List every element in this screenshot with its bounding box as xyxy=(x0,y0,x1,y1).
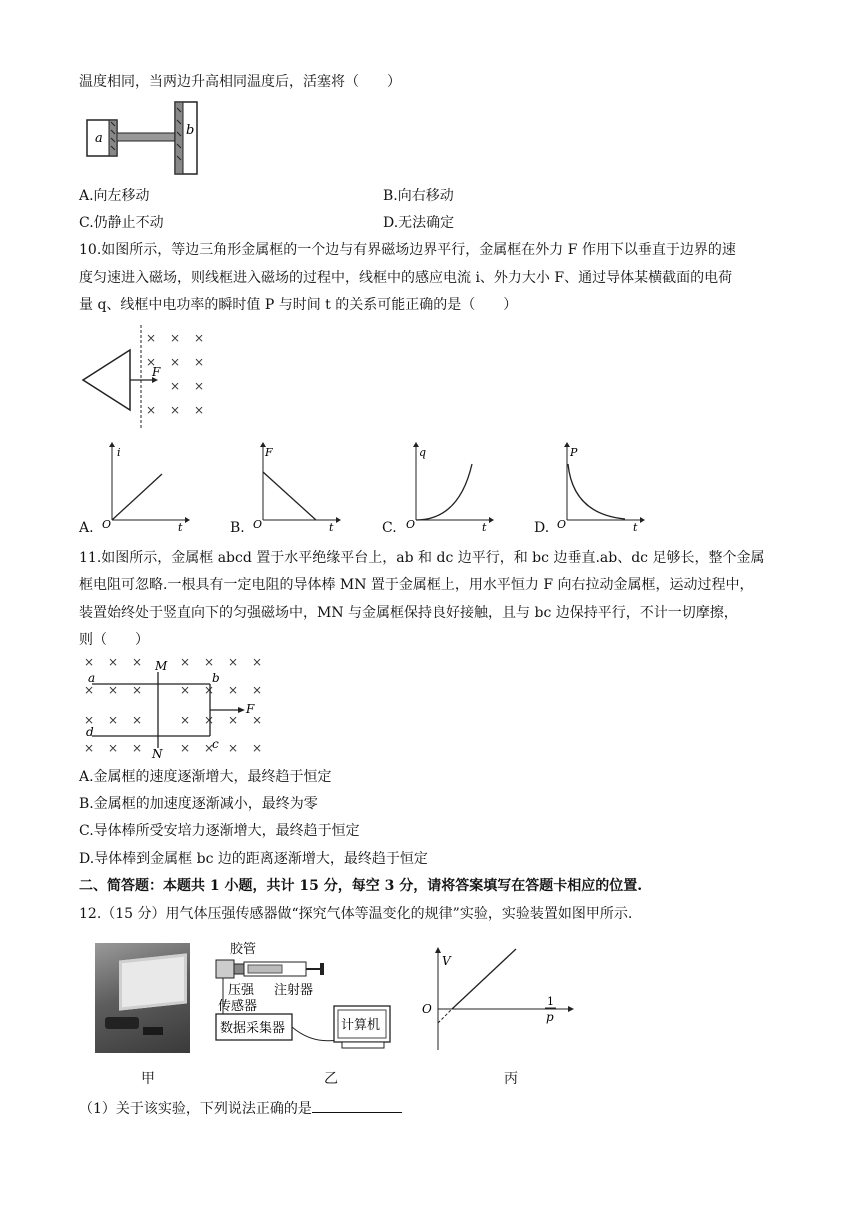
field-cross-mark: × xyxy=(84,683,95,697)
field-cross-mark: × xyxy=(132,683,143,697)
field-cross-mark: × xyxy=(108,741,119,755)
svg-text:t: t xyxy=(329,521,334,532)
svg-text:×: × xyxy=(170,355,181,369)
field-cross-mark: × xyxy=(228,713,239,727)
q12-figure-schematic xyxy=(212,940,402,1058)
q11-option-c: C.导体棒所受安培力逐渐增大，最终趋于恒定 xyxy=(79,823,360,839)
field-cross-mark: × xyxy=(228,655,239,669)
svg-text:×: × xyxy=(194,355,205,369)
q11-label-c: c xyxy=(212,737,219,751)
field-cross-mark: × xyxy=(204,655,215,669)
q12-label-collector: 数据采集器 xyxy=(220,1021,286,1036)
field-cross-mark: × xyxy=(252,713,263,727)
q9-figure xyxy=(82,98,202,180)
svg-text:×: × xyxy=(146,331,157,345)
field-cross-mark: × xyxy=(204,741,215,755)
field-cross-mark: × xyxy=(180,655,191,669)
q12-label-sensor-2: 传感器 xyxy=(218,999,258,1014)
svg-text:×: × xyxy=(146,355,157,369)
q11-option-b: B.金属框的加速度逐渐减小，最终为零 xyxy=(79,796,318,812)
q10-stem-line-1: 10.如图所示，等边三角形金属框的一个边与有界磁场边界平行，金属框在外力 F 作用下以垂直于边界的速 xyxy=(79,242,736,258)
svg-text:O: O xyxy=(557,518,567,531)
svg-text:t: t xyxy=(482,521,487,532)
field-cross-mark: × xyxy=(132,713,143,727)
q11-label-d: d xyxy=(86,725,94,739)
q12-graph-xlabel-den: p xyxy=(546,1010,554,1024)
q10-graph-a xyxy=(100,442,190,532)
q10-graph-b xyxy=(251,442,341,532)
q11-label-N: N xyxy=(152,747,163,760)
field-cross-mark: × xyxy=(108,655,119,669)
svg-text:×: × xyxy=(170,331,181,345)
q10-stem-line-3: 量 q、线框中电功率的瞬时值 P 与时间 t 的关系可能正确的是（ ） xyxy=(79,297,518,313)
q9-option-b: B.向右移动 xyxy=(383,188,454,204)
q10-graph-c xyxy=(404,442,494,532)
q10-option-c-label: C. xyxy=(382,520,397,536)
svg-text:O: O xyxy=(102,518,112,531)
q12-label-hose: 胶管 xyxy=(230,942,257,957)
q12-graph-xlabel-num: 1 xyxy=(547,995,554,1008)
q9-option-c: C.仍静止不动 xyxy=(79,215,164,231)
q9-option-d: D.无法确定 xyxy=(383,215,455,231)
q12-label-syringe: 注射器 xyxy=(274,983,314,998)
svg-text:q: q xyxy=(419,446,427,459)
q12-sub1-text: （1）关于该实验，下列说法正确的是 xyxy=(79,1101,312,1117)
svg-text:×: × xyxy=(194,331,205,345)
q12-sub1-answer-blank xyxy=(312,1098,402,1113)
q11-stem-line-4: 则（ ） xyxy=(79,632,149,648)
field-cross-mark: × xyxy=(204,683,215,697)
svg-text:×: × xyxy=(170,379,181,393)
q11-label-b: b xyxy=(212,671,220,685)
field-cross-mark: × xyxy=(108,713,119,727)
field-cross-mark: × xyxy=(180,713,191,727)
field-cross-mark: × xyxy=(132,741,143,755)
q11-figure xyxy=(80,652,280,760)
svg-text:×: × xyxy=(146,403,157,417)
field-cross-mark: × xyxy=(84,713,95,727)
q9-option-a: A.向左移动 xyxy=(79,188,150,204)
svg-text:×: × xyxy=(194,379,205,393)
q11-stem-line-3: 装置始终处于竖直向下的匀强磁场中，MN 与金属框保持良好接触，且与 bc 边保持平行，不计一切摩擦， xyxy=(79,605,738,621)
field-cross-mark: × xyxy=(252,683,263,697)
field-cross-mark: × xyxy=(180,741,191,755)
field-cross-mark: × xyxy=(108,683,119,697)
svg-text:t: t xyxy=(178,521,183,532)
q12-caption-jia: 甲 xyxy=(141,1071,155,1087)
field-cross-mark: × xyxy=(252,741,263,755)
svg-text:×: × xyxy=(194,403,205,417)
q11-label-F: F xyxy=(246,702,255,716)
q12-photo-apparatus xyxy=(95,943,190,1053)
q11-option-a: A.金属框的速度逐渐增大，最终趋于恒定 xyxy=(79,769,332,785)
q9-label-a: a xyxy=(95,131,103,146)
q11-stem-line-2: 框电阻可忽略.一根具有一定电阻的导体棒 MN 置于金属框上，用水平恒力 F 向右拉动金属框，运动过程中， xyxy=(79,577,754,593)
q12-graph-origin: O xyxy=(422,1002,432,1016)
field-cross-mark: × xyxy=(204,713,215,727)
q12-caption-yi: 乙 xyxy=(324,1071,338,1087)
q12-graph-ylabel: V xyxy=(442,954,451,968)
q10-figure xyxy=(78,320,218,430)
field-cross-mark: × xyxy=(84,655,95,669)
q10-option-b-label: B. xyxy=(230,520,245,536)
q9-tail-text: 温度相同，当两边升高相同温度后，活塞将（ ） xyxy=(79,74,401,90)
q12-sub1 xyxy=(79,1098,402,1119)
field-cross-mark: × xyxy=(132,655,143,669)
svg-text:F: F xyxy=(265,446,273,459)
q10-option-d-label: D. xyxy=(534,520,550,536)
q12-stem: 12.（15 分）用气体压强传感器做“探究气体等温变化的规律”实验，实验装置如图甲所示. xyxy=(79,906,633,922)
svg-text:i: i xyxy=(117,446,121,459)
q10-graph-d xyxy=(555,442,645,532)
field-cross-mark: × xyxy=(228,683,239,697)
q11-label-M: M xyxy=(155,659,168,673)
field-cross-mark: × xyxy=(84,741,95,755)
svg-text:×: × xyxy=(170,403,181,417)
field-cross-mark: × xyxy=(228,741,239,755)
field-cross-mark: × xyxy=(252,655,263,669)
q12-figure-graph xyxy=(418,945,578,1055)
q12-caption-bing: 丙 xyxy=(504,1071,518,1087)
q9-label-b: b xyxy=(186,123,195,138)
field-cross-mark: × xyxy=(180,683,191,697)
q11-stem-line-1: 11.如图所示，金属框 abcd 置于水平绝缘平台上，ab 和 dc 边平行，和 bc 边垂直.ab、dc 足够长，整个金属 xyxy=(79,550,765,566)
q12-label-sensor-1: 压强 xyxy=(228,983,255,998)
q12-label-computer: 计算机 xyxy=(341,1018,381,1033)
q11-option-d: D.导体棒到金属框 bc 边的距离逐渐增大，最终趋于恒定 xyxy=(79,851,428,867)
q10-stem-line-2: 度匀速进入磁场，则线框进入磁场的过程中，线框中的感应电流 i、外力大小 F、通过导体某横截面的电荷 xyxy=(79,270,733,286)
section-2-heading: 二、简答题：本题共 1 小题，共计 15 分，每空 3 分，请将答案填写在答题卡相应的位置. xyxy=(79,878,643,894)
svg-text:O: O xyxy=(406,518,416,531)
q10-option-a-label: A. xyxy=(79,520,94,536)
q10-force-label: F xyxy=(152,365,161,379)
svg-text:P: P xyxy=(570,446,578,459)
svg-text:O: O xyxy=(253,518,263,531)
q11-label-a: a xyxy=(88,671,96,685)
svg-text:t: t xyxy=(633,521,638,532)
